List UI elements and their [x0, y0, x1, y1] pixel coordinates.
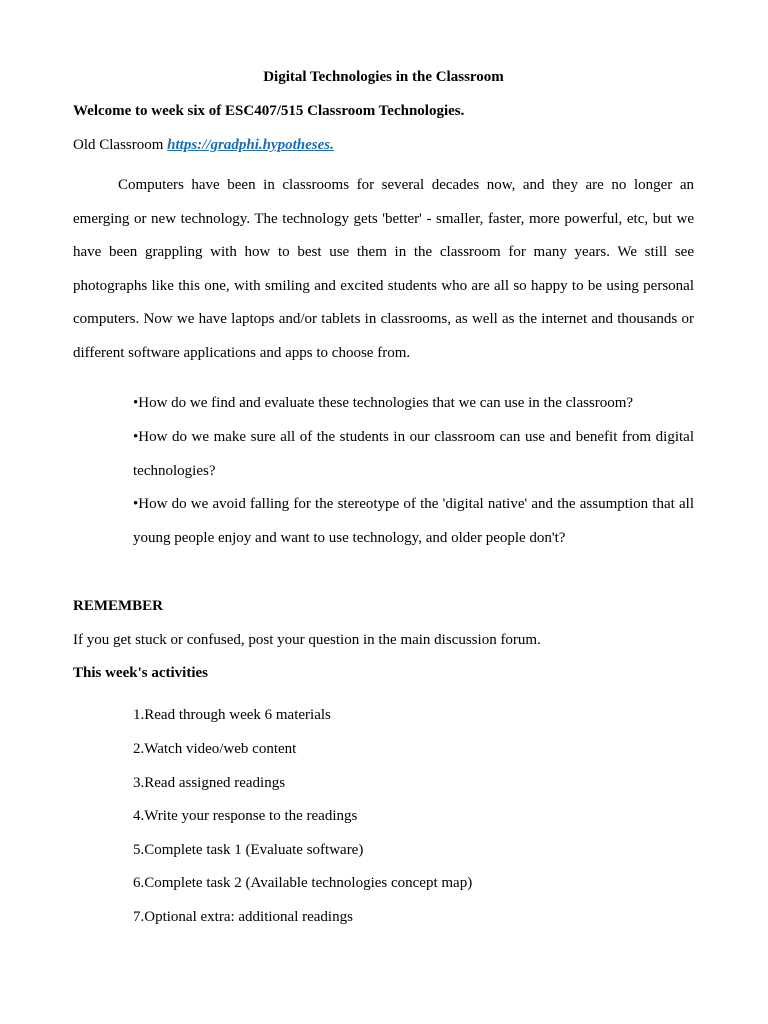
old-classroom-label: Old Classroom	[73, 137, 168, 153]
welcome-line: Welcome to week six of ESC407/515 Classroom Technologies.	[73, 103, 465, 119]
activity-item: 1.Read through week 6 materials	[133, 707, 331, 723]
activities-heading: This week's activities	[73, 665, 208, 681]
activity-item: 6.Complete task 2 (Available technologies concept map)	[133, 875, 473, 891]
intro-paragraph: Computers have been in classrooms for several decades now, and they are no longer an emerging or new technology. The technology gets 'better' - smaller, faster, more powerful, etc, but we have been grappling with how to best use them in the classroom for many years. We still see photographs like this one, with smiling and excited students who are all so happy to be using personal computers. Now we have laptops and/or tablets in classrooms, as well as the internet and thousands or different software applications and apps to choose from.	[73, 177, 694, 361]
activity-item: 2.Watch video/web content	[133, 741, 297, 757]
activity-item: 7.Optional extra: additional readings	[133, 909, 353, 925]
question-item: •How do we make sure all of the students in our classroom can use and benefit from digital technologies?	[133, 429, 694, 479]
old-classroom-link[interactable]: https://gradphi.hypotheses.	[167, 137, 334, 153]
activity-item: 3.Read assigned readings	[133, 775, 286, 791]
old-classroom-line	[73, 136, 334, 154]
remember-heading: REMEMBER	[73, 598, 163, 614]
activity-item: 4.Write your response to the readings	[133, 808, 358, 824]
activity-item: 5.Complete task 1 (Evaluate software)	[133, 842, 364, 858]
document-title: Digital Technologies in the Classroom	[263, 69, 504, 85]
question-item: •How do we find and evaluate these technologies that we can use in the classroom?	[133, 395, 634, 411]
question-item: •How do we avoid falling for the stereotype of the 'digital native' and the assumption that all young people enjoy and want to use technology, and older people don't?	[133, 496, 694, 546]
remember-text: If you get stuck or confused, post your question in the main discussion forum.	[73, 632, 541, 648]
